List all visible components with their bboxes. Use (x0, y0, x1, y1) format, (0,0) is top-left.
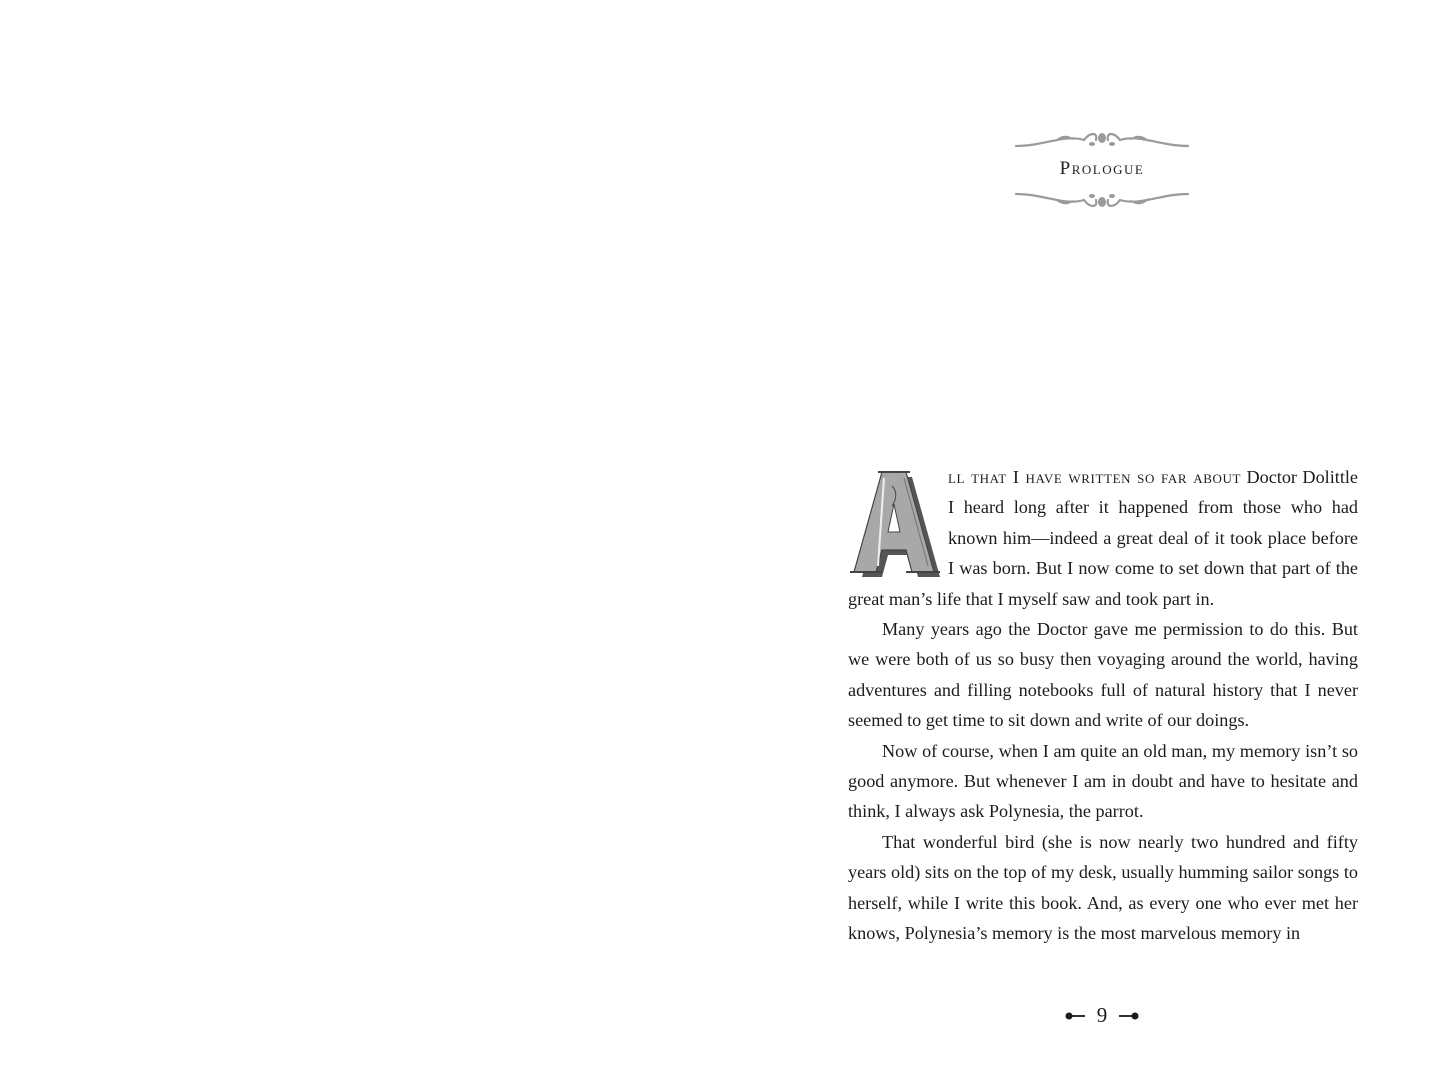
paragraph-2: Many years ago the Doctor gave me permission to do this. But we were both of us so busy then voyaging around the world, having adventures and filling notebooks full of natural history that I never seemed to get time to sit down and write of our doings. (848, 619, 1358, 731)
drop-cap-a-icon (848, 466, 944, 582)
page-number-footer (1062, 1003, 1142, 1031)
ornament-top-icon (1014, 128, 1190, 150)
page-number: 9 (1096, 1003, 1108, 1027)
chapter-title: Prologue (1059, 158, 1145, 179)
folio-right-ornament-icon (1117, 1011, 1139, 1021)
lead-in-small-caps: ll that I have written so far about (948, 467, 1241, 487)
body-text (848, 462, 1358, 949)
paragraph-4: That wonderful bird (she is now nearly two hundred and fifty years old) sits on the top of my desk, usually humming sailor songs to herself, while I write this book. And, as every one who ever met her knows, Polynesia’s memory is the most marvelous memory in (848, 831, 1358, 944)
paragraph-1-text: Doctor Dolittle I heard long after it happened from those who had known him—indeed a great deal of it took place before I was born. But I now come to set down that part of the great man’s life that I myself saw and took part in. (848, 467, 1358, 609)
ornament-bottom-icon (1014, 190, 1190, 212)
left-page-blank (0, 0, 722, 1083)
chapter-heading (1014, 128, 1190, 216)
folio-left-ornament-icon (1065, 1011, 1087, 1021)
right-page (722, 0, 1445, 1083)
paragraph-3: Now of course, when I am quite an old man, my memory isn’t so good anymore. But whenever I am in doubt and have to hesitate and think, I always ask Polynesia, the parrot. (848, 740, 1358, 822)
